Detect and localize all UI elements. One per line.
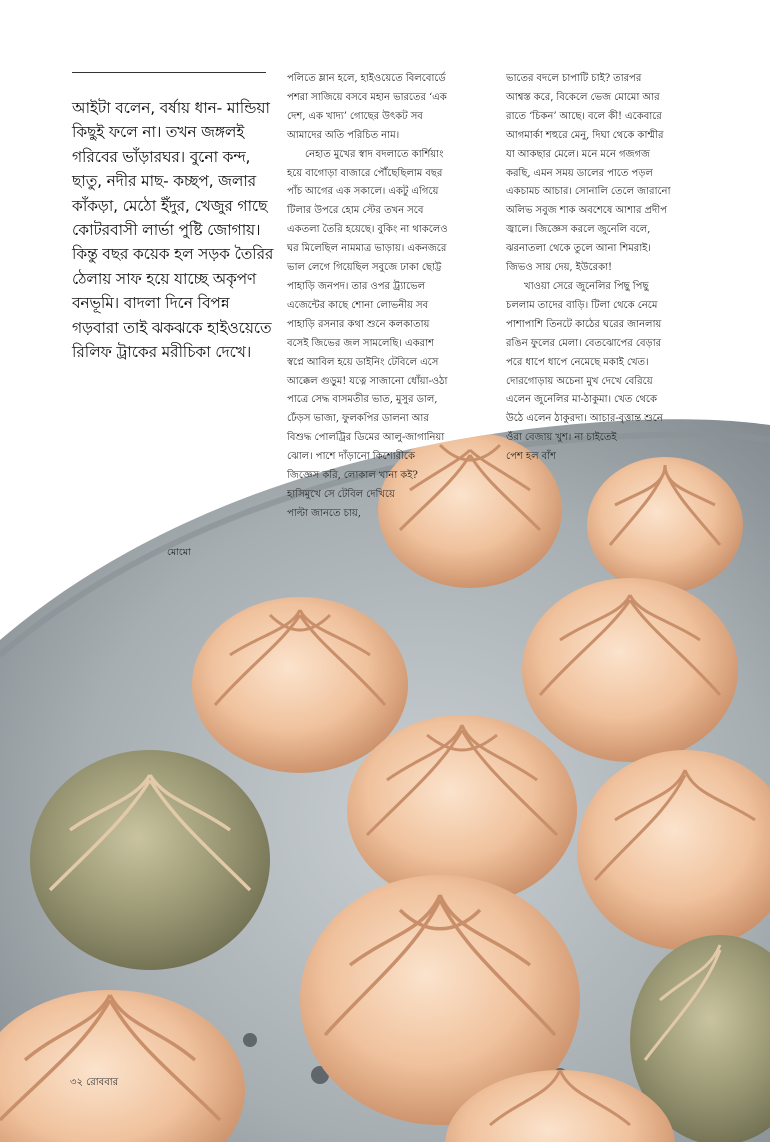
text-line: পেশ হল বাঁশ [506,451,556,463]
text-line: রাতে ‘চিকন’ আছে। বলে কী! একেবারে [506,110,662,122]
text-line: স্বপ্নে আবিল হয়ে ডাইনিং টেবিলে এসে [287,356,439,368]
text-line: নেহাত মুখের স্বাদ বদলাতে কার্শিয়াং [305,148,444,160]
text-line: আগমার্কা শহুরে মেনু, দিঘা থেকে কাশ্মীর [506,129,664,141]
paragraph [506,70,738,278]
text-line: পাশাপাশি তিনটে কাঠের ঘরের জানলায় [506,318,662,330]
text-line: পাহাড়ি রসনার কথা শুনে কলকাতায় [287,318,430,330]
text-line: ভাল লেগে গিয়েছিল সবুজে ঢাকা ছোট্ট [287,262,442,274]
pull-quote-line: বুনো কন্দ, ছাতু, নদীর মাছ- [72,147,251,191]
pull-quote-line: কয়েক হল সড়ক তৈরির [132,245,274,264]
pull-quote-line: হাইওয়েতে রিলিফ ট্রাকের [72,318,272,362]
text-line: পাঁচ আগের এক সকালে। একটু এগিয়ে [287,186,439,198]
text-line: টিলার উপরে হোম স্টের তখন সবে [287,205,424,217]
pull-quote-line: গড়বারা তাই ঝকঝকে [72,318,203,337]
pull-quote-line: মরীচিকা দেখে। [161,343,252,362]
pull-quote-line: মান্ডিয়া কিছুই ফলে না। তখন [72,99,270,142]
page-folio: ৩২ রোববার [70,1077,119,1088]
text-line: রঙিন ফুলের মেলা। বেতঝোপের বেড়ার [506,337,662,349]
text-line: যা আকছার মেলে। মনে মনে গজগজ [506,148,650,160]
pull-quote-line: লার্ভা পুষ্টি জোগায়। কিন্তু বছর [72,221,261,264]
text-line: পাল্টা জানতে চায়, [287,507,361,519]
text-line: ঘর মিলেছিল নামমাত্র ভাড়ায়। একনজরে [287,243,447,255]
text-line: জিজ্ঞেস করি, লোকাল খানা কই? [287,470,418,482]
text-line: একতলা তৈরি হয়েছে। বুকিং না থাকলেও [287,224,448,236]
text-line: পাহাড়ি জনপদ। তার ওপর ট্র্যাভেল [287,280,426,292]
text-line: অলিভ সবুজ শাক অবশেষে আশার প্রদীপ [506,205,667,217]
text-line: ওঁরা বেজায় খুশ। না চাইতেই [506,432,617,444]
text-line: আমাদের অতি পরিচিত নাম। [287,129,400,141]
momo-dumpling [347,715,577,905]
text-line: একচামচ আচার। সোনালি তেলে জারানো [506,186,671,198]
text-line: আক্কেল গুড়ুম! যত্নে সাজানো ধোঁয়া-ওঠা [287,375,448,387]
text-line: পরে ধাপে ধাপে নেমেছে মকাই খেত। [506,356,649,368]
body-column-3 [506,70,738,467]
body-column-2 [287,70,499,524]
pull-quote [72,96,277,364]
text-line: পাত্রে সেদ্ধ বাসমতীর ভাত, মুসুর ডাল, [287,394,438,406]
momo-dumpling [30,750,270,970]
text-line: করছি, এমন সময় ডালের পাতে পড়ল [506,167,653,179]
text-line: খাওয়া সেরে জুনেলির পিছু পিছু [524,280,649,292]
text-line: জ্বালে। জিজ্ঞেস করলে জুনেলি বলে, [506,224,651,236]
text-line: দোরগোড়ায় অচেনা মুখ দেখে বেরিয়ে [506,375,653,387]
pull-quote-line: আইটা বলেন, বর্ষায় ধান- [72,99,223,117]
text-line: বিশুদ্ধ পোলট্রির ডিমের আলু-জাগানিয়া [287,432,445,444]
text-line: পশরা সাজিয়ে বসবে মহান ভারতের ‘এক [287,91,447,103]
pull-quote-line: বনভূমি। বাদলা দিনে বিপন্ন [72,294,230,313]
pull-quote-line: কচ্ছপ, জলার কাঁকড়া, মেঠো [72,172,257,215]
text-line: বসেই জিভের জল সামলেছি। একরাশ [287,337,434,349]
text-line: দেশ, এক খাদ্য’ গোছের উৎকট সব [287,110,423,122]
momo-dumpling [587,457,743,593]
photo-caption: মোমো [167,547,191,558]
text-line: এলেন জুনেলির মা-ঠাকুমা। খেত থেকে [506,394,657,406]
text-line: আশ্বস্ত করে, বিকেলে ভেজ মোমো আর [506,91,660,103]
text-line: হয়ে বাগোড়া বাজারে পৌঁছেছিলাম বছর [287,167,443,179]
text-line: উঠে এলেন ঠাকুরদা। আচার-বৃত্তান্ত শুনে [506,413,663,425]
text-line: পলিতে ম্লান হলে, হাইওয়েতে বিলবোর্ডে [287,73,446,84]
paragraph [506,278,738,467]
text-line: ঝোল। পাশে দাঁড়ানো কিশোরীকে [287,451,416,463]
text-line: হাসিমুখে সে টেবিল দেখিয়ে [287,488,395,500]
text-line: জিভও সায় দেয়, ইউরেকা! [506,262,612,274]
text-line: এজেন্টের কাছে শোনা লোভনীয় সব [287,299,429,311]
momo-dumpling [522,578,738,762]
paragraph [287,70,499,146]
momo-dumpling [192,597,408,773]
pull-quote-line: ঠেলায় সাফ হয়ে যাচ্ছে অকৃপণ [72,269,257,288]
text-line: ঝরনাতলা থেকে তুলে আনা শিমরাই। [506,243,651,255]
text-line: চললাম তাদের বাড়ি। টিলা থেকে নেমে [506,299,658,311]
text-line: ভাতের বদলে চাপাটি চাই? তারপর [506,73,642,84]
pull-quote-line: ইঁদুর, খেজুর গাছে কোটরবাসী [72,196,268,240]
pull-quote-line: জঙ্গলই গরিবের ভাঁড়ারঘর। [72,123,245,166]
divider-rule [72,72,266,73]
paragraph [287,146,499,524]
text-line: ঢেঁড়স ভাজা, ফুলকপির ডালনা আর [287,413,429,425]
